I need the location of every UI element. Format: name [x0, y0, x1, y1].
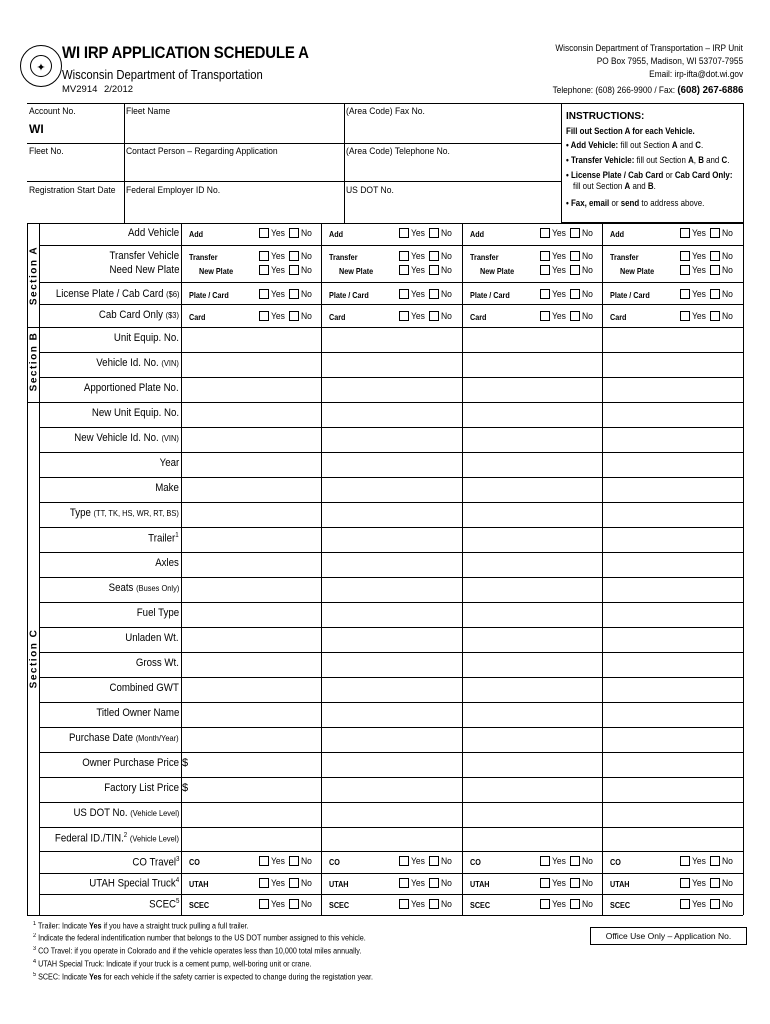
no-label: No: [722, 311, 733, 322]
agency-phone: Telephone: (608) 266-9900 / Fax: (608) 267-6886: [552, 84, 743, 96]
federal-employer-id-label[interactable]: Federal Employer ID No.: [126, 185, 221, 196]
grid-line: [27, 915, 743, 916]
no-checkbox[interactable]: [289, 228, 299, 238]
grid-line: [39, 602, 743, 603]
no-label: No: [722, 289, 733, 300]
row-titled-owner-name: Titled Owner Name: [95, 707, 179, 719]
yes-checkbox[interactable]: [259, 251, 269, 261]
yes-checkbox[interactable]: [680, 856, 690, 866]
no-checkbox[interactable]: [710, 899, 720, 909]
yes-checkbox[interactable]: [680, 878, 690, 888]
yes-label: Yes: [411, 265, 425, 276]
account-no-label: Account No.: [29, 106, 76, 117]
row-unit-equip-no: Unit Equip. No.: [113, 332, 179, 344]
row-transfer-vehicle: Transfer Vehicle: [109, 250, 179, 262]
yes-checkbox[interactable]: [259, 289, 269, 299]
yes-checkbox[interactable]: [259, 878, 269, 888]
no-label: No: [301, 228, 312, 239]
cell-label: Card: [329, 312, 346, 322]
no-label: No: [722, 899, 733, 910]
no-checkbox[interactable]: [570, 265, 580, 275]
yes-label: Yes: [552, 265, 566, 276]
no-label: No: [722, 228, 733, 239]
row-purchase-date: Purchase Date (Month/Year): [69, 732, 179, 744]
cell-label: Plate / Card: [610, 290, 650, 300]
contact-person-label[interactable]: Contact Person – Regarding Application: [126, 146, 278, 157]
cell-label: Card: [189, 312, 206, 322]
yes-label: Yes: [552, 311, 566, 322]
row-cab-card-only: Cab Card Only ($3): [98, 309, 179, 321]
section-a-label: Section A: [28, 245, 40, 306]
yes-label: Yes: [271, 251, 285, 262]
grid-line: [39, 282, 743, 283]
yes-label: Yes: [552, 289, 566, 300]
agency-line-1: Wisconsin Department of Transportation – IRP Unit: [555, 43, 743, 53]
grid-line: [39, 827, 743, 828]
cell-label: SCEC: [470, 900, 491, 910]
no-checkbox[interactable]: [289, 856, 299, 866]
row-add-vehicle: Add Vehicle: [127, 227, 179, 239]
row-unladen-wt: Unladen Wt.: [125, 632, 179, 644]
no-label: No: [582, 878, 593, 889]
yes-label: Yes: [552, 228, 566, 239]
yes-label: Yes: [271, 899, 285, 910]
cell-label: Add: [329, 229, 344, 239]
wisdot-seal: ✦: [20, 45, 62, 87]
yes-checkbox[interactable]: [399, 228, 409, 238]
no-checkbox[interactable]: [710, 289, 720, 299]
yes-label: Yes: [271, 228, 285, 239]
footnote-1: $^1$ Trailer: Indicate Yes if you have a straight truck pulling a full trailer.: [33, 921, 249, 931]
yes-checkbox[interactable]: [259, 856, 269, 866]
no-label: No: [441, 899, 452, 910]
yes-checkbox[interactable]: [259, 311, 269, 321]
grid-line: [39, 427, 743, 428]
row-scec: SCEC$^5$: [148, 898, 179, 911]
yes-checkbox[interactable]: [399, 289, 409, 299]
row-owner-purchase-price: Owner Purchase Price: [82, 757, 179, 769]
no-label: No: [301, 251, 312, 262]
cell-label: CO: [610, 857, 621, 867]
form-date: 2/2012: [104, 84, 134, 95]
no-checkbox[interactable]: [570, 899, 580, 909]
yes-label: Yes: [552, 251, 566, 262]
grid-line: [39, 377, 743, 378]
cell-label: Transfer: [329, 252, 358, 262]
no-checkbox[interactable]: [429, 251, 439, 261]
form-number: MV2914: [62, 84, 98, 95]
footnote-2: $^2$ Indicate the federal indentification number that belongs to the US DOT number assigned to this vehicle.: [33, 933, 366, 943]
grid-line: [39, 452, 743, 453]
yes-label: Yes: [692, 856, 706, 867]
grid-line: [27, 327, 743, 328]
grid-line: [39, 777, 743, 778]
footnote-3: $^3$ CO Travel: if you operate in Colorado and if the vehicle operates less than 10,000 total miles annually.: [33, 946, 362, 956]
cell-label: Add: [610, 229, 625, 239]
no-checkbox[interactable]: [710, 878, 720, 888]
no-label: No: [441, 289, 452, 300]
no-label: No: [441, 856, 452, 867]
yes-label: Yes: [271, 856, 285, 867]
yes-label: Yes: [411, 289, 425, 300]
instructions-add: • Add Vehicle: fill out Section A and C.: [566, 140, 704, 150]
yes-label: Yes: [271, 265, 285, 276]
grid-line: [39, 245, 743, 246]
no-label: No: [301, 899, 312, 910]
no-checkbox[interactable]: [570, 311, 580, 321]
yes-checkbox[interactable]: [540, 856, 550, 866]
yes-checkbox[interactable]: [259, 899, 269, 909]
cell-label: UTAH: [470, 879, 490, 889]
no-checkbox[interactable]: [710, 251, 720, 261]
no-checkbox[interactable]: [570, 228, 580, 238]
no-checkbox[interactable]: [289, 878, 299, 888]
fleet-no-label[interactable]: Fleet No.: [29, 146, 64, 157]
no-checkbox[interactable]: [429, 289, 439, 299]
row-axles: Axles: [155, 557, 179, 569]
yes-label: Yes: [692, 251, 706, 262]
agency-email: Email: irp-ifta@dot.wi.gov: [649, 69, 743, 79]
section-c-label: Section C: [28, 628, 40, 689]
cell-label: CO: [189, 857, 200, 867]
instructions-heading: INSTRUCTIONS:: [566, 111, 645, 122]
yes-label: Yes: [692, 878, 706, 889]
no-checkbox[interactable]: [710, 856, 720, 866]
cell-label: Plate / Card: [470, 290, 510, 300]
cell-label: SCEC: [329, 900, 350, 910]
yes-label: Yes: [692, 899, 706, 910]
yes-label: Yes: [411, 311, 425, 322]
no-label: No: [441, 878, 452, 889]
cell-label: New Plate: [480, 266, 515, 276]
no-checkbox[interactable]: [570, 251, 580, 261]
no-checkbox[interactable]: [429, 878, 439, 888]
row-license-plate-cab-card: License Plate / Cab Card ($6): [55, 288, 179, 300]
instructions-line: Fill out Section A for each Vehicle.: [566, 126, 695, 136]
row-us-dot-no: US DOT No. (Vehicle Level): [73, 807, 179, 819]
no-label: No: [582, 311, 593, 322]
registration-start-label[interactable]: Registration Start Date: [29, 185, 116, 196]
yes-checkbox[interactable]: [680, 265, 690, 275]
no-checkbox[interactable]: [289, 289, 299, 299]
yes-label: Yes: [552, 856, 566, 867]
instructions-license: • License Plate / Cab Card or Cab Card Only:: [566, 170, 733, 180]
cell-label: New Plate: [199, 266, 234, 276]
grid-line: [39, 702, 743, 703]
yes-checkbox[interactable]: [680, 289, 690, 299]
yes-label: Yes: [552, 878, 566, 889]
no-checkbox[interactable]: [570, 856, 580, 866]
row-apportioned-plate-no: Apportioned Plate No.: [84, 382, 179, 394]
no-label: No: [582, 856, 593, 867]
yes-checkbox[interactable]: [540, 251, 550, 261]
yes-label: Yes: [271, 289, 285, 300]
no-checkbox[interactable]: [429, 265, 439, 275]
grid-line: [39, 527, 743, 528]
instructions-fax: • Fax, email or send to address above.: [566, 198, 705, 208]
yes-checkbox[interactable]: [399, 265, 409, 275]
no-label: No: [582, 289, 593, 300]
grid-line: [39, 304, 743, 305]
page-title: WI IRP APPLICATION SCHEDULE A: [62, 43, 309, 62]
no-label: No: [301, 878, 312, 889]
cell-label: Transfer: [470, 252, 499, 262]
no-label: No: [441, 228, 452, 239]
no-label: No: [722, 878, 733, 889]
grid-line: [39, 727, 743, 728]
yes-label: Yes: [411, 856, 425, 867]
no-checkbox[interactable]: [289, 311, 299, 321]
grid-line: [39, 502, 743, 503]
us-dot-no-label[interactable]: US DOT No.: [346, 185, 394, 196]
agency-line-2: PO Box 7955, Madison, WI 53707-7955: [596, 56, 743, 66]
row-utah-special-truck: UTAH Special Truck$^4$: [89, 877, 179, 890]
dollar-sign: $: [182, 757, 189, 769]
cell-label: CO: [470, 857, 481, 867]
row-gross-wt: Gross Wt.: [135, 657, 179, 669]
no-label: No: [722, 856, 733, 867]
cell-label: Card: [470, 312, 487, 322]
no-label: No: [301, 265, 312, 276]
grid-line: [39, 802, 743, 803]
row-federal-id-tin: Federal ID./TIN.$^2$ (Vehicle Level): [54, 832, 179, 845]
no-checkbox[interactable]: [570, 289, 580, 299]
cell-label: Plate / Card: [329, 290, 369, 300]
cell-label: SCEC: [610, 900, 631, 910]
cell-label: Transfer: [189, 252, 218, 262]
no-label: No: [582, 265, 593, 276]
row-type: Type (TT, TK, HS, WR, RT, BS): [69, 507, 179, 519]
yes-label: Yes: [552, 899, 566, 910]
grid-line: [124, 103, 125, 223]
no-checkbox[interactable]: [429, 856, 439, 866]
yes-label: Yes: [271, 311, 285, 322]
no-label: No: [441, 251, 452, 262]
cell-label: Card: [610, 312, 627, 322]
grid-line: [39, 894, 743, 895]
grid-line: [39, 352, 743, 353]
telephone-no-label[interactable]: (Area Code) Telephone No.: [346, 146, 450, 157]
instructions-license-detail: fill out Section A and B.: [573, 181, 656, 191]
grid-line: [39, 652, 743, 653]
no-label: No: [722, 265, 733, 276]
yes-checkbox[interactable]: [680, 899, 690, 909]
row-vehicle-id-no: Vehicle Id. No. (VIN): [96, 357, 179, 369]
cell-label: UTAH: [610, 879, 630, 889]
yes-checkbox[interactable]: [680, 311, 690, 321]
grid-line: [39, 577, 743, 578]
yes-checkbox[interactable]: [540, 311, 550, 321]
cell-label: Transfer: [610, 252, 639, 262]
yes-checkbox[interactable]: [540, 878, 550, 888]
no-checkbox[interactable]: [289, 265, 299, 275]
no-checkbox[interactable]: [429, 228, 439, 238]
department-name: Wisconsin Department of Transportation: [62, 68, 263, 82]
row-new-vehicle-id-no: New Vehicle Id. No. (VIN): [74, 432, 179, 444]
no-checkbox[interactable]: [710, 228, 720, 238]
row-new-unit-equip-no: New Unit Equip. No.: [91, 407, 179, 419]
dollar-sign: $: [182, 782, 189, 794]
no-label: No: [301, 856, 312, 867]
yes-checkbox[interactable]: [680, 228, 690, 238]
row-make: Make: [155, 482, 179, 494]
yes-checkbox[interactable]: [399, 311, 409, 321]
yes-label: Yes: [692, 228, 706, 239]
row-seats: Seats (Buses Only): [108, 582, 179, 594]
no-label: No: [722, 251, 733, 262]
no-label: No: [301, 289, 312, 300]
office-use-box: Office Use Only – Application No.: [590, 927, 747, 945]
row-need-new-plate: Need New Plate: [109, 264, 179, 276]
cell-label: Add: [189, 229, 204, 239]
cell-label: Plate / Card: [189, 290, 229, 300]
yes-checkbox[interactable]: [540, 289, 550, 299]
yes-checkbox[interactable]: [680, 251, 690, 261]
yes-label: Yes: [411, 251, 425, 262]
yes-checkbox[interactable]: [399, 856, 409, 866]
grid-line: [27, 402, 743, 403]
yes-checkbox[interactable]: [399, 878, 409, 888]
cell-label: CO: [329, 857, 340, 867]
grid-line: [39, 752, 743, 753]
no-checkbox[interactable]: [570, 878, 580, 888]
row-fuel-type: Fuel Type: [136, 607, 179, 619]
cell-label: New Plate: [339, 266, 374, 276]
grid-line: [39, 477, 743, 478]
cell-label: UTAH: [329, 879, 349, 889]
no-label: No: [582, 899, 593, 910]
yes-label: Yes: [692, 311, 706, 322]
yes-checkbox[interactable]: [399, 251, 409, 261]
yes-label: Yes: [692, 289, 706, 300]
yes-label: Yes: [411, 899, 425, 910]
no-checkbox[interactable]: [289, 251, 299, 261]
no-label: No: [301, 311, 312, 322]
row-co-travel: CO Travel$^3$: [131, 856, 179, 869]
section-b-label: Section B: [28, 331, 40, 392]
grid-line: [27, 143, 561, 144]
grid-line: [39, 627, 743, 628]
grid-line: [39, 873, 743, 874]
yes-checkbox[interactable]: [399, 899, 409, 909]
grid-line: [27, 181, 561, 182]
cell-label: New Plate: [620, 266, 655, 276]
yes-checkbox[interactable]: [259, 265, 269, 275]
yes-label: Yes: [411, 878, 425, 889]
top-grid-line: [27, 103, 561, 104]
no-checkbox[interactable]: [429, 899, 439, 909]
grid-line: [344, 103, 345, 223]
yes-checkbox[interactable]: [540, 228, 550, 238]
yes-checkbox[interactable]: [540, 899, 550, 909]
yes-checkbox[interactable]: [259, 228, 269, 238]
no-checkbox[interactable]: [710, 311, 720, 321]
no-label: No: [582, 228, 593, 239]
row-combined-gwt: Combined GWT: [109, 682, 179, 694]
grid-line: [743, 223, 744, 915]
yes-checkbox[interactable]: [540, 265, 550, 275]
fax-no-label[interactable]: (Area Code) Fax No.: [346, 106, 425, 117]
no-label: No: [441, 311, 452, 322]
row-trailer: Trailer$^1$: [148, 532, 179, 545]
cell-label: UTAH: [189, 879, 209, 889]
footnote-5: $^5$ SCEC: Indicate Yes for each vehicle if the safety carrier is expected to change during the registation year.: [33, 972, 374, 982]
cell-label: Add: [470, 229, 485, 239]
no-label: No: [441, 265, 452, 276]
yes-label: Yes: [692, 265, 706, 276]
yes-label: Yes: [271, 878, 285, 889]
yes-label: Yes: [411, 228, 425, 239]
row-year: Year: [159, 457, 179, 469]
no-checkbox[interactable]: [289, 899, 299, 909]
footnote-4: $^4$ UTAH Special Truck: Indicate if your truck is a cement pump, well-boring unit or crane.: [33, 959, 312, 969]
grid-line: [39, 552, 743, 553]
no-checkbox[interactable]: [429, 311, 439, 321]
grid-line: [39, 851, 743, 852]
fleet-name-label[interactable]: Fleet Name: [126, 106, 171, 117]
cell-label: SCEC: [189, 900, 210, 910]
no-checkbox[interactable]: [710, 265, 720, 275]
row-factory-list-price: Factory List Price: [104, 782, 179, 794]
instructions-transfer: • Transfer Vehicle: fill out Section A, B and C.: [566, 155, 730, 165]
grid-line: [27, 223, 743, 224]
no-label: No: [582, 251, 593, 262]
account-state: WI: [29, 122, 44, 136]
grid-line: [39, 677, 743, 678]
